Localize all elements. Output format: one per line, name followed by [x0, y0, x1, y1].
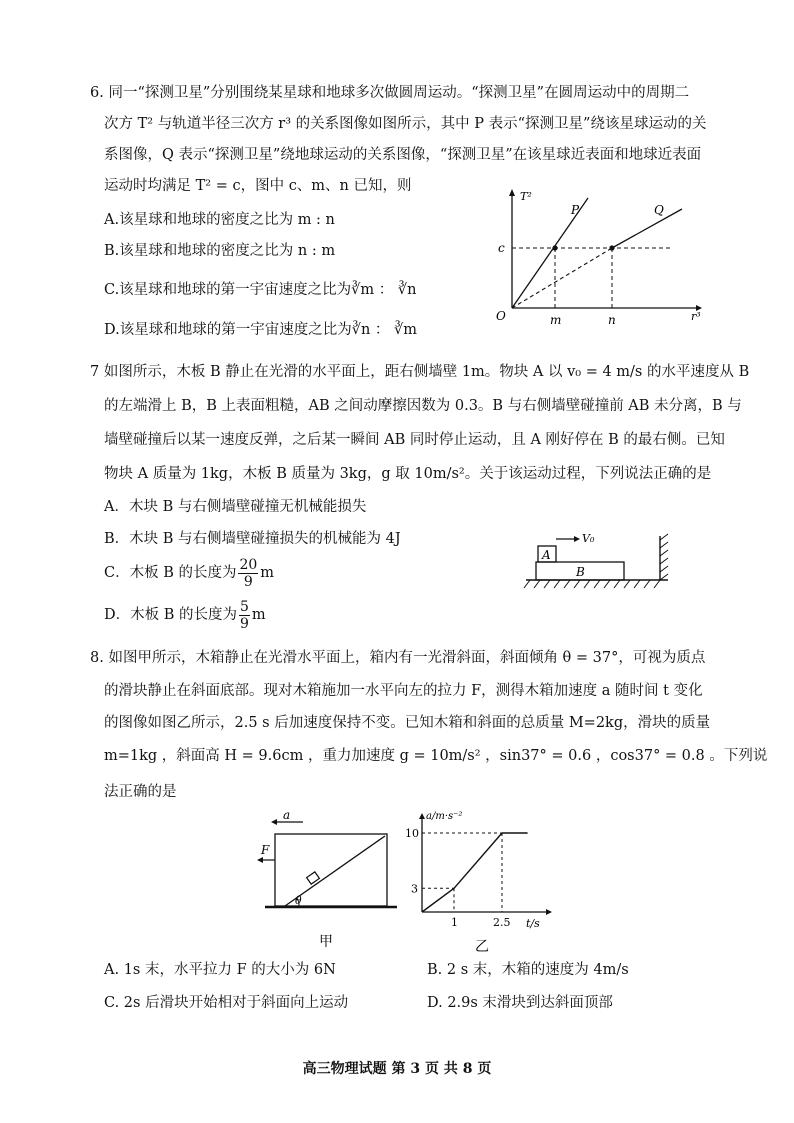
q8-theta-label: θ — [295, 894, 302, 907]
q8-line-2: 的滑块静止在斜面底部。现对木箱施加一水平向左的拉力 F，测得木箱加速度 a 随时间 t 变化 — [104, 683, 703, 699]
q8-force-label: F — [261, 843, 270, 857]
q6-m-label: m — [550, 313, 562, 326]
q6-point-q — [609, 245, 614, 250]
q7-board-b-label: B — [576, 565, 585, 579]
q8-caption-yi: 乙 — [475, 939, 489, 955]
q7-c-numerator: 20 — [239, 556, 258, 573]
q7-d-unit: m — [251, 607, 266, 623]
q8-chart-marks — [405, 827, 528, 929]
q6-option-c: C.该星球和地球的第一宇宙速度之比为∛m ： ∛n — [104, 282, 417, 298]
q6-y-label: T² — [520, 190, 532, 203]
q8-box — [275, 834, 387, 906]
q6-option-a: A.该星球和地球的密度之比为 m : n — [104, 212, 335, 228]
q7-v0-label: V₀ — [582, 532, 595, 545]
q8-figure-jia — [255, 810, 405, 950]
q7-option-b: B．木块 B 与右侧墙壁碰撞损失的机械能为 4J — [104, 531, 401, 547]
q6-line-3: 系图像，Q 表示“探测卫星”绕地球运动的关系图像，“探测卫星”在该星球近表面和地球近表面 — [104, 147, 702, 163]
q8-caption-jia: 甲 — [319, 934, 333, 950]
q6-line-q-dashed — [512, 248, 612, 308]
q8-xtick-1: 1 — [451, 916, 458, 929]
q8-ytick-3: 3 — [411, 882, 418, 896]
q6-line-q — [612, 209, 682, 248]
q7-option-c-text: C．木板 B 的长度为 — [104, 565, 237, 581]
q8-line-3: 的图像如图乙所示，2.5 s 后加速度保持不变。已知木箱和斜面的总质量 M=2kg，滑块的质量 — [104, 715, 711, 731]
q7-option-d — [104, 597, 266, 633]
q8-series-segment-1 — [454, 833, 502, 888]
q8-option-c: C. 2s 后滑块开始相对于斜面向上运动 — [104, 995, 349, 1011]
q6-option-d: D.该星球和地球的第一宇宙速度之比为∛n ： ∛m — [104, 322, 418, 338]
q8-y-label: a/m·s⁻² — [426, 811, 463, 822]
q6-line-4: 运动时均满足 T² = c，图中 c、m、n 已知，则 — [104, 178, 412, 194]
q7-line-1: 7 如图所示，木板 B 静止在光滑的水平面上，距右侧墙壁 1m。物块 A 以 v₀ = 4 m/s 的水平速度从 B — [90, 364, 750, 380]
q7-figure — [520, 522, 680, 594]
q8-ytick-10: 10 — [405, 827, 419, 840]
q8-xtick-2-5: 2.5 — [493, 916, 511, 929]
q7-d-numerator: 5 — [240, 598, 249, 615]
q6-n-label: n — [608, 313, 616, 326]
q7-option-d-fraction — [239, 599, 250, 632]
q7-line-2: 的左端滑上 B，B 上表面粗糙，AB 之间动摩擦因数为 0.3。B 与右侧墙壁碰撞前 AB 未分离，B 与 — [104, 398, 742, 414]
q8-accel-label: a — [283, 810, 291, 822]
q7-c-unit: m — [260, 565, 275, 581]
q7-line-4: 物块 A 质量为 1kg，木板 B 质量为 3kg，g 取 10m/s²。关于该运动过程，下列说法正确的是 — [104, 466, 712, 482]
page-footer: 高三物理试题 第 3 页 共 8 页 — [302, 1061, 492, 1077]
q6-x-label: r³ — [691, 310, 701, 323]
q7-block-a-label: A — [542, 548, 551, 562]
q7-c-denominator: 9 — [243, 573, 253, 590]
q6-p-label: P — [571, 203, 580, 217]
q8-line-1: 8. 如图甲所示，木箱静止在光滑水平面上，箱内有一光滑斜面，斜面倾角 θ = 37°，可视为质点 — [90, 650, 706, 666]
q8-figure-yi — [400, 805, 560, 955]
q7-d-denominator: 9 — [240, 615, 249, 632]
q6-q-label: Q — [654, 203, 664, 217]
q8-series-segment-0 — [422, 888, 454, 912]
q6-graph — [486, 186, 706, 326]
q8-line-4: m=1kg ，斜面高 H = 9.6cm ，重力加速度 g = 10m/s² ，sin37° = 0.6 ，cos37° = 0.8 。下列说 — [104, 748, 768, 764]
q6-option-b: B.该星球和地球的密度之比为 n : m — [104, 243, 336, 259]
q8-slider — [307, 872, 320, 884]
q7-option-d-text: D．木板 B 的长度为 — [104, 607, 237, 623]
q8-option-d: D. 2.9s 末滑块到达斜面顶部 — [427, 995, 613, 1011]
q7-ground-hatch — [524, 580, 660, 588]
q6-point-p — [552, 245, 557, 250]
q8-option-b: B. 2 s 末，木箱的速度为 4m/s — [427, 962, 629, 978]
q7-option-c — [104, 555, 274, 591]
q7-line-3: 墙壁碰撞后以某一速度反弹，之后某一瞬间 AB 同时停止运动，且 A 刚好停在 B 的最右侧。已知 — [104, 432, 725, 448]
q8-x-label: t/s — [526, 917, 540, 930]
q6-line-2: 次方 T² 与轨道半径三次方 r³ 的关系图像如图所示，其中 P 表示“探测卫星”绕该星球运动的关 — [104, 116, 707, 132]
q7-wall-hatch — [660, 534, 668, 580]
q8-line-5: 法正确的是 — [104, 784, 177, 800]
q7-option-c-fraction — [238, 557, 258, 590]
q7-option-a: A．木块 B 与右侧墙壁碰撞无机械能损失 — [104, 499, 367, 515]
q6-c-label: c — [498, 241, 505, 255]
q6-line-1: 6. 同一“探测卫星”分别围绕某星球和地球多次做圆周运动。“探测卫星”在圆周运动中的周期二 — [90, 85, 690, 101]
q6-origin-label: O — [496, 309, 506, 323]
q8-option-a: A. 1s 末，水平拉力 F 的大小为 6N — [104, 962, 336, 978]
